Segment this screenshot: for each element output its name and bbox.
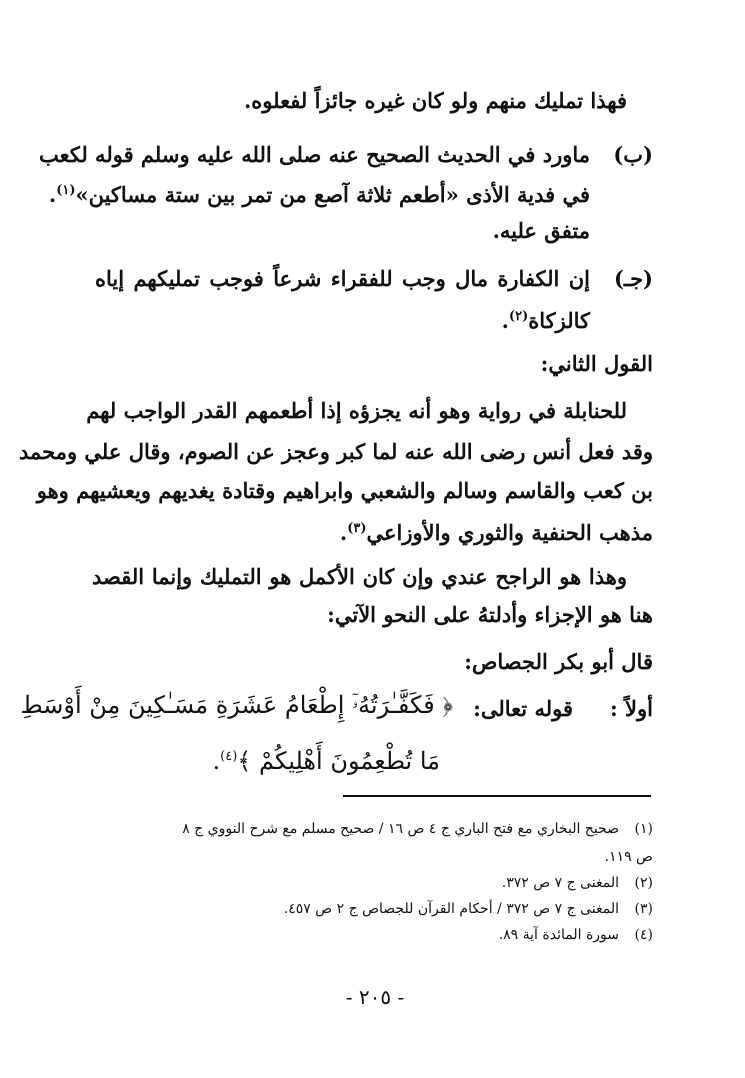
footnote-1-line-1: صحيح البخاري مع فتح الباري ج ٤ ص ١٦ / صحيح مسلم مع شرح النووي ج ٨ xyxy=(182,821,619,837)
item-b-line-1: ماورد في الحديث الصحيح عنه صلى الله عليه وسلم قوله لكعب xyxy=(39,142,590,167)
item-j-line-2-end: . xyxy=(501,308,509,333)
point-first-label: أولاً : xyxy=(609,696,653,721)
footnote-4-number: (٤) xyxy=(634,927,653,943)
quran-verse-line-2-text: مَا تُطْعِمُونَ أَهْلِيكُمْ ﴾ xyxy=(237,747,440,775)
footnote-ref-1: (١) xyxy=(56,183,76,198)
footnote-1-line-2: ص ١١٩. xyxy=(604,849,653,865)
quran-verse-line-1: ﴿ فَكَفَّـٰرَتُهُۥٓ إِطْعَامُ عَشَرَةِ مَسَـٰكِينَ مِنْ أَوْسَطِ xyxy=(20,691,453,719)
paragraph-3-line-1: وهذا هو الراجح عندي وإن كان الأكمل هو التمليك وإنما القصد xyxy=(92,564,627,589)
item-marker-b: (ب) xyxy=(613,142,653,167)
quran-verse-line-2-end: . xyxy=(212,747,221,775)
footnote-ref-3: (٣) xyxy=(347,521,367,536)
footnote-ref-2: (٢) xyxy=(508,309,529,324)
paragraph-2-line-4-text: مذهب الحنفية والثوري والأوزاعي xyxy=(366,520,653,545)
paragraph-3-line-2: هنا هو الإجزاء وأدلتهُ على النحو الآتي: xyxy=(327,602,653,627)
footnote-3-number: (٣) xyxy=(634,901,653,917)
paragraph-2-line-4 xyxy=(340,514,653,548)
page-number: - ٢٠٥ - xyxy=(345,985,405,1009)
item-b-line-2-end: . xyxy=(48,182,57,207)
paragraph-2-line-3: بن كعب والقاسم وسالم والشعبي وابراهيم وقتادة يغديهم ويعشيهم وهو xyxy=(36,478,653,503)
footnote-4-line-1: سورة المائدة آية ٨٩. xyxy=(498,927,619,943)
item-j-line-2-text: كالزكاة xyxy=(528,308,590,333)
paragraph-2-line-2: وقد فعل أنس رضى الله عنه لما كبر وعجز عن الصوم، وقال علي ومحمد xyxy=(18,439,653,464)
item-b-line-2-text: في فدية الأذى «أطعم ثلاثة آصع من تمر بين ستة مساكين» xyxy=(75,182,590,207)
paragraph-2-line-1: للحنابلة في رواية وهو أنه يجزؤه إذا أطعمهم القدر الواجب لهم xyxy=(86,398,627,423)
item-marker-j: (جـ) xyxy=(613,266,653,291)
footnote-ref-4: (٤) xyxy=(220,749,238,764)
footnote-2-line-1: المغنى ج ٧ ص ٣٧٢. xyxy=(501,875,619,891)
section-heading: القول الثاني: xyxy=(540,351,653,376)
item-j-line-1: إن الكفارة مال وجب للفقراء شرعاً فوجب تمليكهم إياه xyxy=(95,266,590,291)
footnote-1-number: (١) xyxy=(634,821,653,837)
quote-intro: قال أبو بكر الجصاص: xyxy=(464,649,653,674)
item-j-line-2 xyxy=(502,302,590,336)
footnote-separator xyxy=(343,795,651,797)
quran-verse-line-2 xyxy=(213,742,440,776)
body-line-1: فهذا تمليك منهم ولو كان غيره جائزاً لفعلوه. xyxy=(244,88,627,113)
paragraph-2-line-4-end: . xyxy=(339,520,348,545)
footnote-2-number: (٢) xyxy=(634,875,653,891)
point-first-text: قوله تعالى: xyxy=(473,696,573,721)
item-b-line-3: متفق عليه. xyxy=(492,218,590,243)
item-b-line-2 xyxy=(49,176,590,210)
footnote-3-line-1: المغنى ج ٧ ص ٣٧٢ / أحكام القرآن للجصاص ج ٢ ص ٤٥٧. xyxy=(283,901,619,917)
